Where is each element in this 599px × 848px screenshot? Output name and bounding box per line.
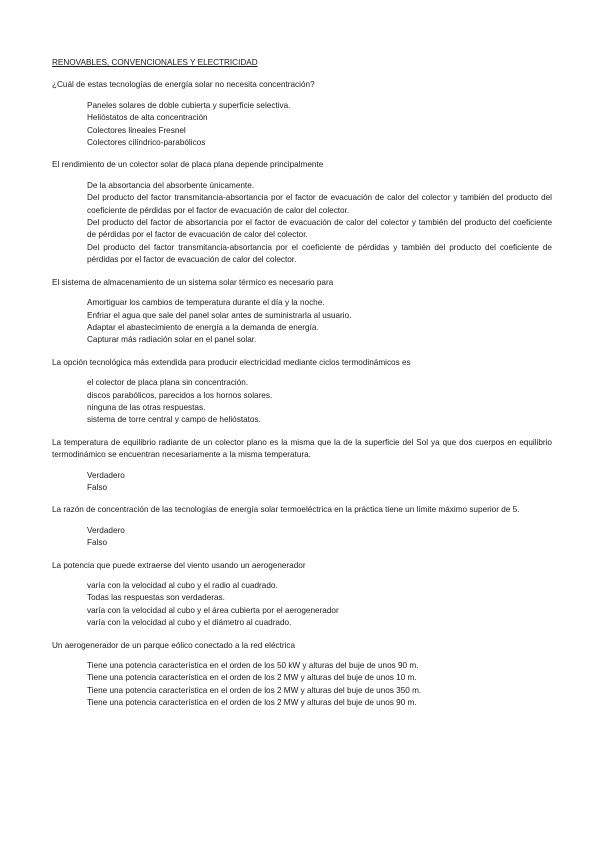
answer-option: Tiene una potencia característica en el orden de los 2 MW y alturas del buje de unos 350 m. — [87, 685, 422, 695]
document-title: RENOVABLES, CONVENCIONALES Y ELECTRICIDAD — [52, 58, 258, 67]
answer-option: varía con la velocidad al cubo y el diámetro al cuadrado. — [87, 618, 292, 628]
answer-option: Del producto del factor transmitancia-absortancia por el coeficiente de pérdidas y también del producto del coeficiente de pérdidas por el factor de evacuación de calor del colector. — [87, 242, 552, 265]
question-prompt: La potencia que puede extraerse del viento usando un aerogenerador — [52, 560, 306, 570]
answer-option: Enfriar el agua que sale del panel solar antes de suministrarla al usuario. — [87, 310, 352, 320]
answer-options — [52, 180, 552, 267]
question-prompt: El sistema de almacenamiento de un sistema solar térmico es necesario para — [52, 277, 334, 287]
answer-option: Tiene una potencia característica en el orden de los 2 MW y alturas del buje de unos 10 m. — [87, 673, 417, 683]
answer-option: varía con la velocidad al cubo y el área cubierta por el aerogenerador — [87, 605, 339, 615]
answer-options — [52, 297, 552, 347]
question-block — [52, 560, 552, 630]
question-block — [52, 640, 552, 710]
question-prompt: ¿Cuál de estas tecnologías de energía solar no necesita concentración? — [52, 80, 315, 90]
question-prompt: El rendimiento de un colector solar de placa plana depende principalmente — [52, 160, 324, 170]
answer-option: Falso — [87, 482, 108, 492]
answer-option: Colectores cilíndrico-parabólicos — [87, 138, 206, 148]
question-block — [52, 277, 552, 347]
answer-option: Del producto del factor de absortancia por el factor de evacuación de calor del colector y también del producto del coeficiente de pérdidas por el factor de evacuación de calor del colector. — [87, 218, 552, 240]
answer-option: Verdadero — [87, 470, 125, 480]
answer-options — [52, 580, 552, 630]
answer-option: Paneles solares de doble cubierta y superficie selectiva. — [87, 100, 291, 110]
answer-option: varía con la velocidad al cubo y el radio al cuadrado. — [87, 581, 278, 590]
answer-options — [52, 470, 552, 495]
answer-option: Colectores lineales Fresnel — [87, 125, 186, 135]
answer-option: Del producto del factor transmitancia-absortancia por el factor de evacuación de calor del colector y también del producto del coeficiente de pérdidas por el factor de evacuación de calor del colector. — [87, 193, 552, 215]
answer-options — [52, 525, 552, 550]
answer-option: Adaptar el abastecimiento de energía a la demanda de energía. — [87, 322, 319, 332]
answer-option: Capturar más radiación solar en el panel solar. — [87, 335, 257, 345]
answer-option: Todas las respuestas son verdaderas. — [87, 593, 225, 603]
question-prompt: La razón de concentración de las tecnologías de energía solar termoeléctrica en la práctica tiene un límite máximo superior de 5. — [52, 505, 520, 515]
question-block — [52, 504, 552, 549]
question-prompt: Un aerogenerador de un parque eólico conectado a la red eléctrica — [52, 640, 296, 650]
answer-options — [52, 100, 552, 150]
question-prompt: La temperatura de equilibrio radiante de un colector plano es la misma que la de la superficie del Sol ya que dos cuerpos en equilibrio termodinámico se encuentran necesariamente a la misma temperatura. — [52, 437, 552, 460]
answer-option: Amortiguar los cambios de temperatura durante el día y la noche. — [87, 298, 325, 308]
question-list — [52, 79, 552, 709]
question-block — [52, 437, 552, 495]
answer-option: ninguna de las otras respuestas. — [87, 402, 206, 412]
answer-option: sistema de torre central y campo de helióstatos. — [87, 415, 261, 425]
answer-option: Verdadero — [87, 525, 125, 535]
answer-option: discos parabólicos, parecidos a los hornos solares. — [87, 390, 273, 400]
answer-options — [52, 377, 552, 427]
question-block — [52, 159, 552, 266]
document-page — [52, 57, 552, 720]
answer-option: Helióstatos de alta concentración — [87, 113, 208, 123]
question-prompt: La opción tecnológica más extendida para producir electricidad mediante ciclos termodinámicos es — [52, 357, 411, 367]
answer-option: Tiene una potencia característica en el orden de los 2 MW y alturas del buje de unos 90 m. — [87, 698, 417, 708]
answer-option: Falso — [87, 538, 108, 548]
question-block — [52, 357, 552, 427]
question-block — [52, 79, 552, 149]
answer-option: Tiene una potencia característica en el orden de los 50 kW y alturas del buje de unos 90 m. — [87, 661, 419, 671]
answer-option: el colector de placa plana sin concentración. — [87, 378, 249, 388]
answer-option: De la absortancia del absorbente únicamente. — [87, 180, 255, 190]
answer-options — [52, 660, 552, 710]
